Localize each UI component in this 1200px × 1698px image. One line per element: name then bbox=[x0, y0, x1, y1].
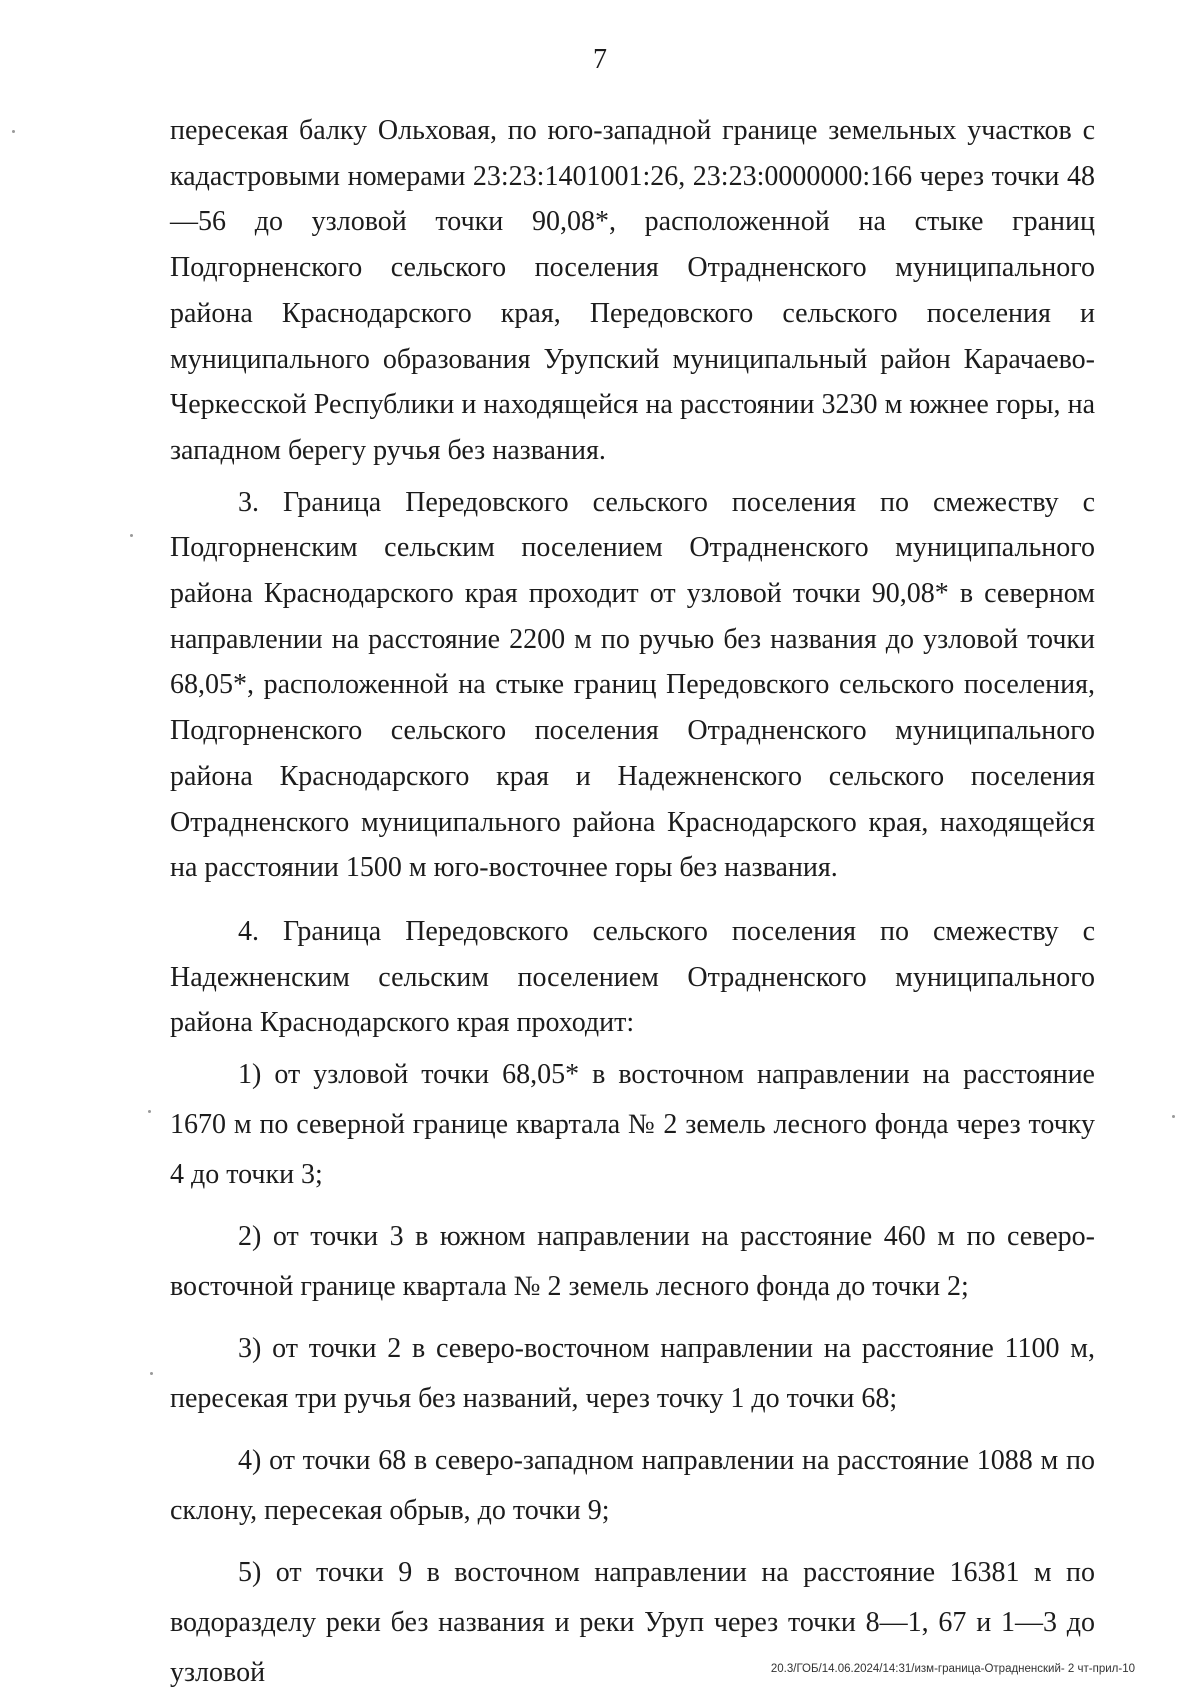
list-item-4: 4) от точки 68 в северо-западном направлении на расстояние 1088 м по склону, пересекая обрыв, до точки 9; bbox=[170, 1445, 1095, 1527]
paragraph-continuation: пересекая балку Ольховая, по юго-западной границе земельных участков с кадастровыми номерами 23:23:1401001:26, 23:23:0000000:166 через точки 48—56 до узловой точки 90,08*, расположенной на стыке границ Подгорненского сельского поселения Отрадненского муниципального района Краснодарского края, Передовского сельского поселения и муниципального образования Урупский муниципальный район Карачаево-Черкесской Республики и находящейся на расстоянии 3230 м южнее горы, на западном берегу ручья без названия. bbox=[170, 115, 1095, 466]
scan-artifact bbox=[1172, 1115, 1175, 1118]
list-item-3: 3) от точки 2 в северо-восточном направлении на расстояние 1100 м, пересекая три ручья без названий, через точку 1 до точки 68; bbox=[170, 1333, 1095, 1415]
footer-reference: 20.3/ГОБ/14.06.2024/14:31/изм-граница-Отрадненский- 2 чт-прил-10 bbox=[770, 1663, 1135, 1675]
paragraph-section-3: 3. Граница Передовского сельского поселения по смежеству с Подгорненским сельским поселением Отрадненского муниципального района Краснодарского края проходит от узловой точки 90,08* в северном направлении на расстояние 2200 м по ручью без названия до узловой точки 68,05*, расположенной на стыке границ Передовского сельского поселения, Подгорненского сельского поселения Отрадненского муниципального района Краснодарского края и Надежненского сельского поселения Отрадненского муниципального района Краснодарского края, находящейся на расстоянии 1500 м юго-восточнее горы без названия. bbox=[170, 486, 1095, 884]
scan-artifact bbox=[148, 1110, 151, 1113]
document-body bbox=[170, 108, 1095, 1698]
scan-artifact bbox=[150, 1372, 153, 1375]
list-item-5: 5) от точки 9 в восточном направлении на расстояние 16381 м по водоразделу реки без названия и реки Уруп через точки 8—1, 67 и 1—3 до узловой bbox=[170, 1557, 1095, 1689]
paragraph-section-4: 4. Граница Передовского сельского поселения по смежеству с Надежненским сельским поселением Отрадненского муниципального района Краснодарского края проходит: bbox=[170, 915, 1095, 1039]
list-item-1: 1) от узловой точки 68,05* в восточном направлении на расстояние 1670 м по северной границе квартала № 2 земель лесного фонда через точку 4 до точки 3; bbox=[170, 1059, 1095, 1191]
page-number: 7 bbox=[593, 44, 607, 75]
list-item-2: 2) от точки 3 в южном направлении на расстояние 460 м по северо-восточной границе квартала № 2 земель лесного фонда до точки 2; bbox=[170, 1221, 1095, 1303]
scan-artifact bbox=[130, 534, 133, 537]
scan-artifact bbox=[12, 130, 15, 133]
